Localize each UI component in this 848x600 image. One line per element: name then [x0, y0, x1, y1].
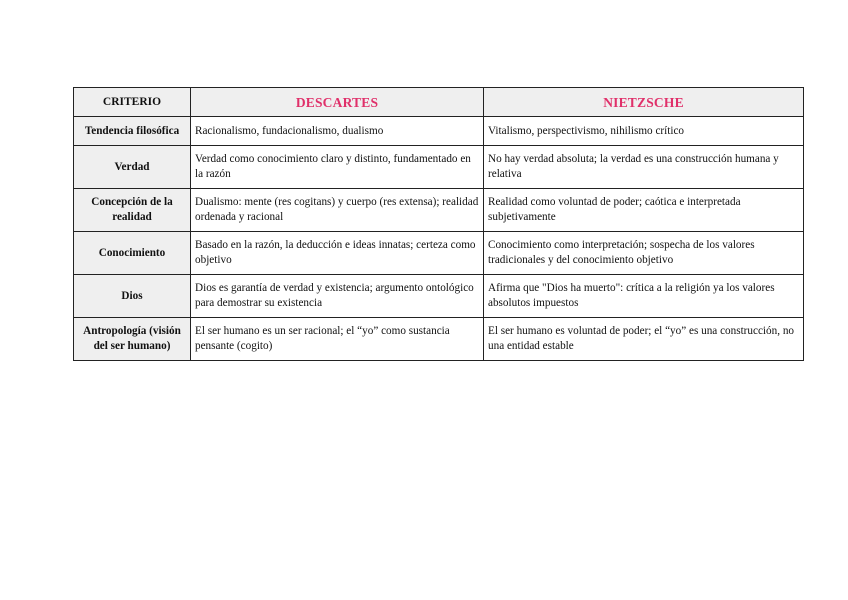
- descartes-cell: Verdad como conocimiento claro y distinto, fundamentado en la razón: [191, 146, 484, 189]
- nietzsche-cell: Conocimiento como interpretación; sospecha de los valores tradicionales y del conocimiento objetivo: [484, 232, 804, 275]
- table-row: [74, 275, 804, 318]
- nietzsche-cell: Vitalismo, perspectivismo, nihilismo crítico: [484, 117, 804, 146]
- header-nietzsche: NIETZSCHE: [484, 88, 804, 117]
- table-header-row: [74, 88, 804, 117]
- descartes-cell: Basado en la razón, la deducción e ideas innatas; certeza como objetivo: [191, 232, 484, 275]
- criterio-cell: Dios: [74, 275, 191, 318]
- table-row: [74, 232, 804, 275]
- criterio-cell: Antropología (visión del ser humano): [74, 318, 191, 361]
- table-row: [74, 318, 804, 361]
- criterio-cell: Conocimiento: [74, 232, 191, 275]
- descartes-cell: Dios es garantía de verdad y existencia; argumento ontológico para demostrar su existencia: [191, 275, 484, 318]
- descartes-cell: Racionalismo, fundacionalismo, dualismo: [191, 117, 484, 146]
- table-row: [74, 117, 804, 146]
- header-descartes: DESCARTES: [191, 88, 484, 117]
- table-row: [74, 146, 804, 189]
- descartes-cell: Dualismo: mente (res cogitans) y cuerpo (res extensa); realidad ordenada y racional: [191, 189, 484, 232]
- comparison-table: [73, 87, 804, 361]
- criterio-cell: Concepción de la realidad: [74, 189, 191, 232]
- criterio-cell: Verdad: [74, 146, 191, 189]
- header-criterio: CRITERIO: [74, 88, 191, 117]
- table-row: [74, 189, 804, 232]
- descartes-cell: El ser humano es un ser racional; el “yo” como sustancia pensante (cogito): [191, 318, 484, 361]
- criterio-cell: Tendencia filosófica: [74, 117, 191, 146]
- nietzsche-cell: El ser humano es voluntad de poder; el “yo” es una construcción, no una entidad estable: [484, 318, 804, 361]
- nietzsche-cell: Afirma que "Dios ha muerto": crítica a la religión ya los valores absolutos impuestos: [484, 275, 804, 318]
- nietzsche-cell: No hay verdad absoluta; la verdad es una construcción humana y relativa: [484, 146, 804, 189]
- nietzsche-cell: Realidad como voluntad de poder; caótica e interpretada subjetivamente: [484, 189, 804, 232]
